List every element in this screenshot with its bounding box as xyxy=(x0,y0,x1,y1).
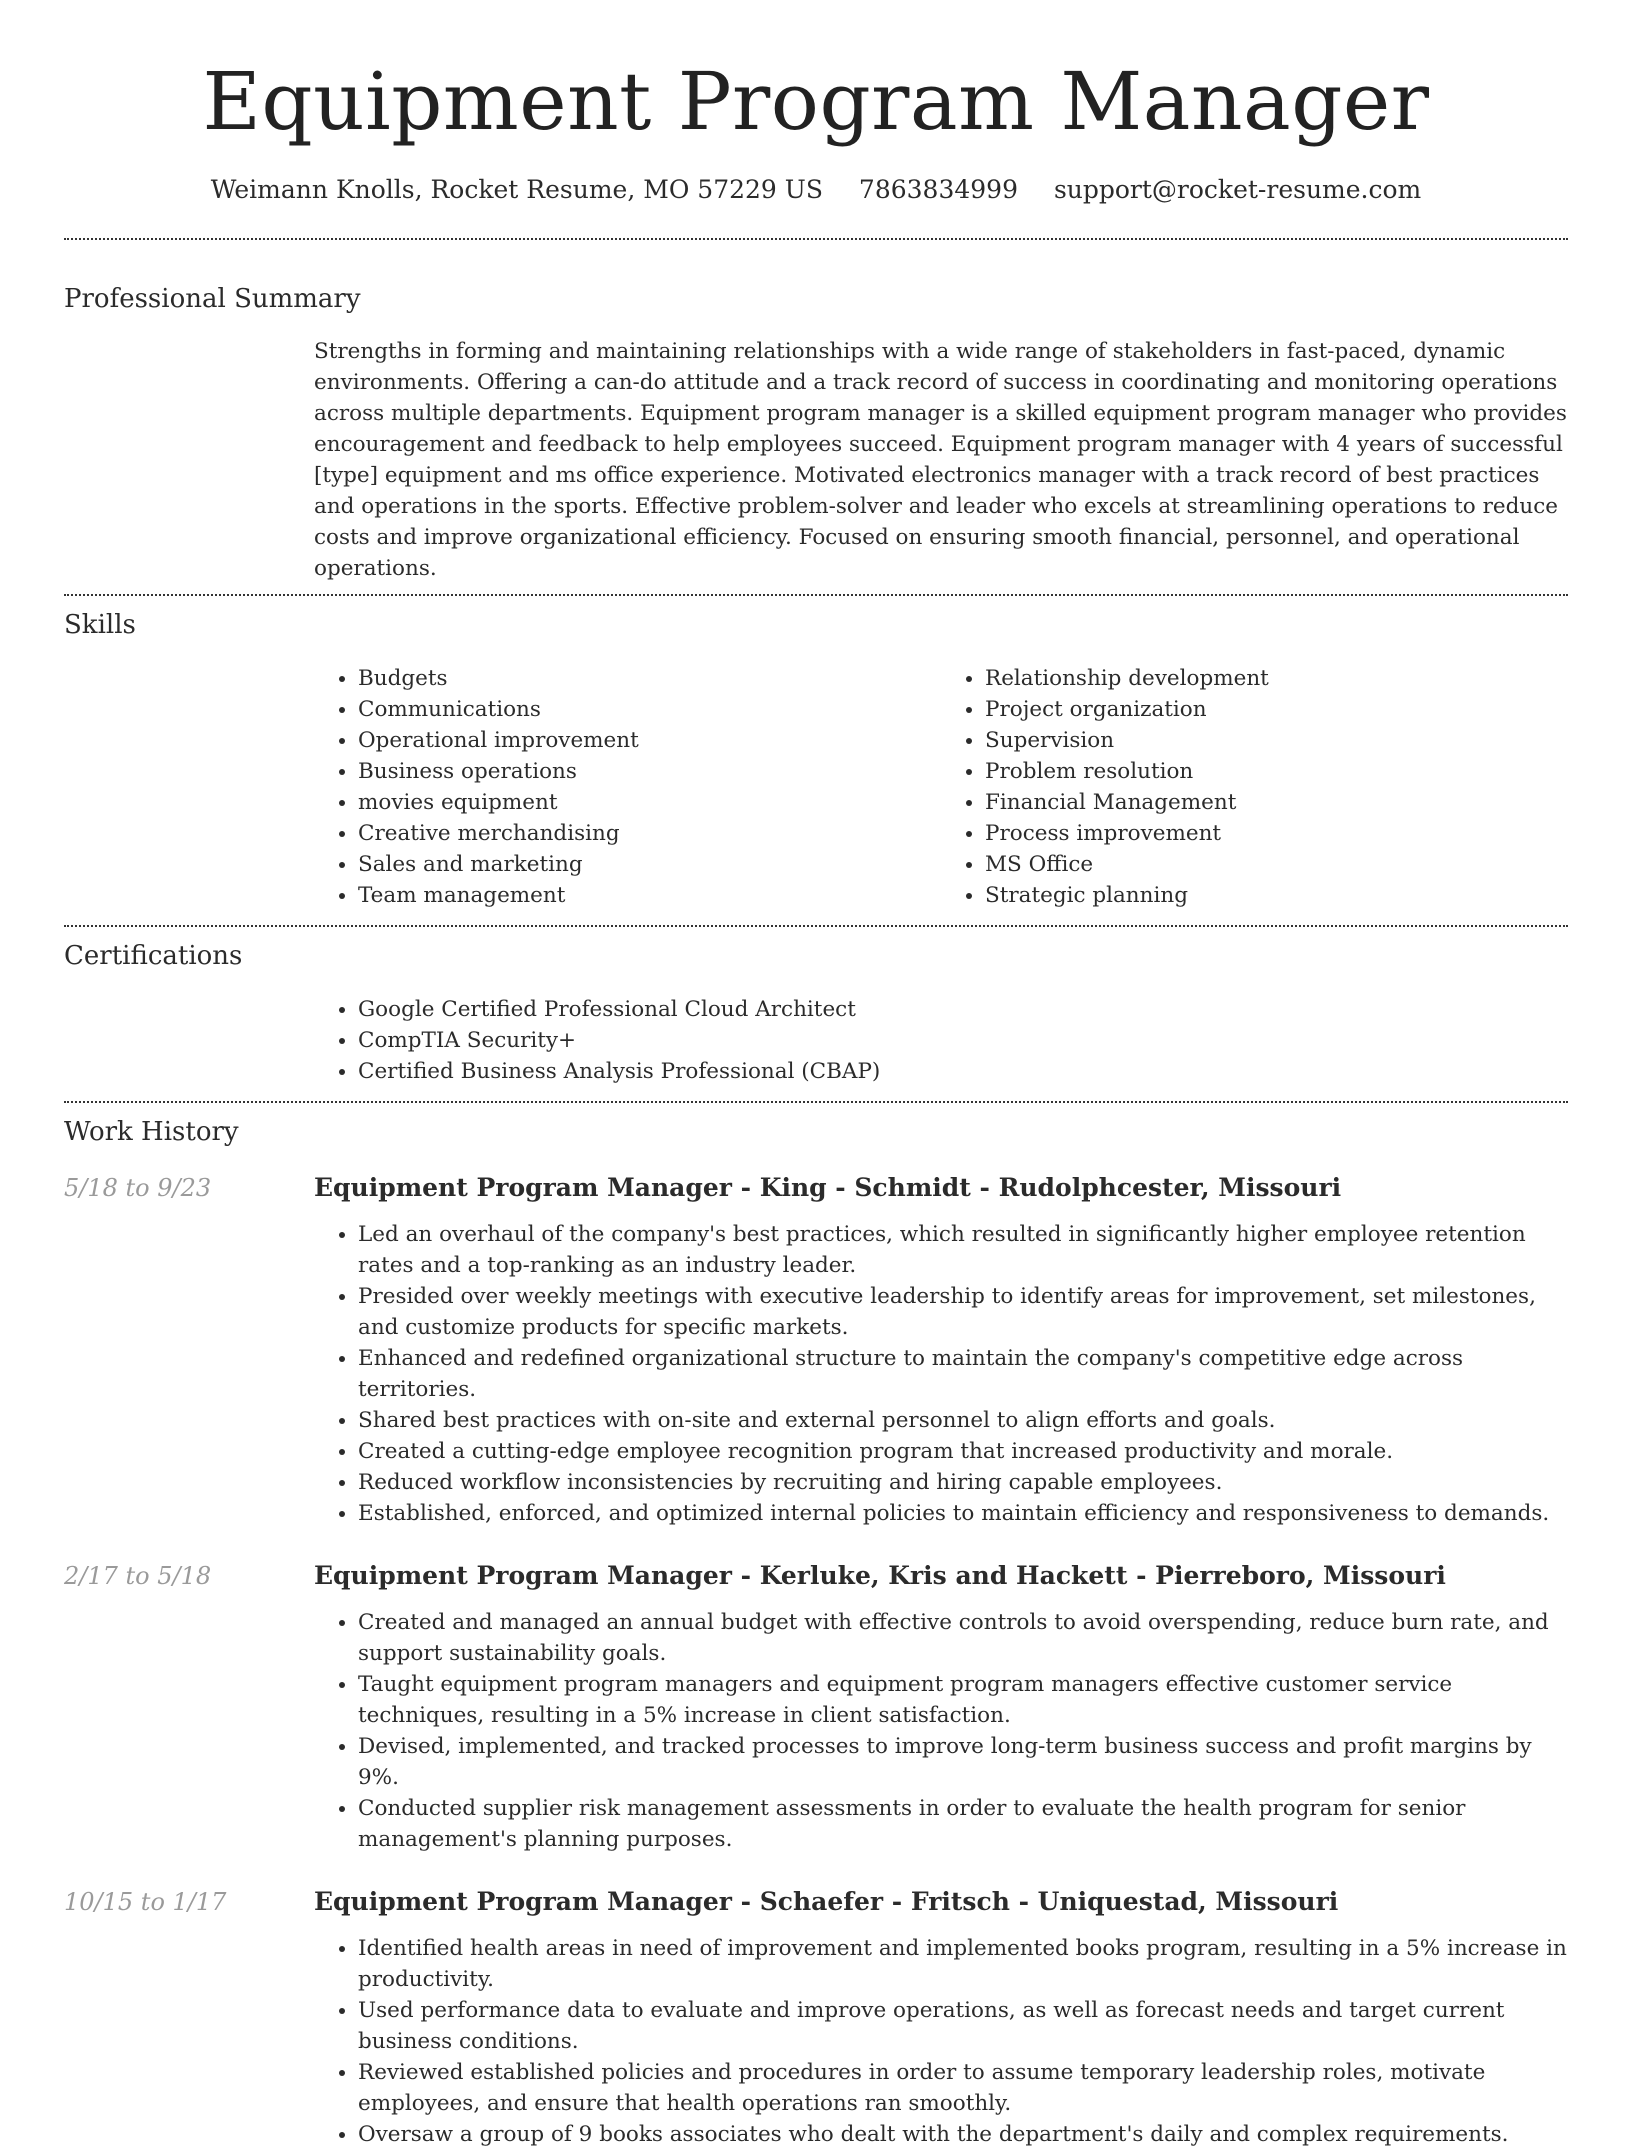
skills-section xyxy=(64,608,1568,911)
contact-address: Weimann Knolls, Rocket Resume, MO 57229 US xyxy=(210,175,823,204)
job-bullet: • Devised, implemented, and tracked processes to improve long-term business success and profit margins by 9%. xyxy=(358,1731,1568,1793)
skills-right-column xyxy=(941,663,1568,911)
job-bullet: • Created and managed an annual budget with effective controls to avoid overspending, reduce burn rate, and support sustainability goals. xyxy=(358,1607,1568,1669)
job-bullet: • Reviewed established policies and procedures in order to assume temporary leadership roles, motivate employees, and ensure that health operations ran smoothly. xyxy=(358,2057,1568,2119)
summary-section xyxy=(64,282,1568,584)
skill-item: • Relationship development xyxy=(985,663,1568,694)
divider xyxy=(64,1101,1568,1103)
job-entry xyxy=(64,1885,1568,2150)
certifications-title: Certifications xyxy=(64,941,243,971)
summary-title: Professional Summary xyxy=(64,284,361,314)
skill-item: • MS Office xyxy=(985,849,1568,880)
work-history-section xyxy=(64,1115,1568,2150)
skills-title: Skills xyxy=(64,610,136,640)
skill-item: • Project organization xyxy=(985,694,1568,725)
job-bullet: • Shared best practices with on-site and external personnel to align efforts and goals. xyxy=(358,1405,1568,1436)
certification-item: • CompTIA Security+ xyxy=(358,1025,1568,1056)
resume-name: Equipment Program Manager xyxy=(202,55,1430,148)
job-bullet: • Enhanced and redefined organizational structure to maintain the company's competitive edge across territories. xyxy=(358,1343,1568,1405)
job-bullet: • Presided over weekly meetings with executive leadership to identify areas for improvement, set milestones, and customize products for specific markets. xyxy=(358,1281,1568,1343)
skills-list xyxy=(314,663,1568,911)
job-date: 5/18 to 9/23 xyxy=(64,1174,212,1202)
job-title: Equipment Program Manager - Kerluke, Kris and Hackett - Pierreboro, Missouri xyxy=(314,1561,1446,1590)
skill-item: • Process improvement xyxy=(985,818,1568,849)
certification-item: • Google Certified Professional Cloud Architect xyxy=(358,994,1568,1025)
job-bullet: • Identified health areas in need of improvement and implemented books program, resulting in a 5% increase in productivity. xyxy=(358,1933,1568,1995)
contact-email: support@rocket-resume.com xyxy=(1053,175,1422,204)
contact-line xyxy=(64,172,1568,208)
job-bullet: • Used performance data to evaluate and improve operations, as well as forecast needs and target current business conditions. xyxy=(358,1995,1568,2057)
job-bullet: • Conducted supplier risk management assessments in order to evaluate the health program for senior management's planning purposes. xyxy=(358,1793,1568,1855)
job-title: Equipment Program Manager - Schaefer - Fritsch - Uniquestad, Missouri xyxy=(314,1887,1339,1916)
job-entry xyxy=(64,1559,1568,1855)
skill-item: • Supervision xyxy=(985,725,1568,756)
divider xyxy=(64,925,1568,927)
work-history-title: Work History xyxy=(64,1117,239,1147)
skill-item: • Financial Management xyxy=(985,787,1568,818)
job-bullet: • Oversaw a group of 9 books associates who dealt with the department's daily and complex requirements. xyxy=(358,2119,1568,2150)
certifications-section xyxy=(64,939,1568,1087)
job-bullets xyxy=(314,1607,1568,1855)
job-date: 10/15 to 1/17 xyxy=(64,1888,227,1916)
divider xyxy=(64,594,1568,596)
summary-text: Strengths in forming and maintaining relationships with a wide range of stakeholders in fast-paced, dynamic environments. Offering a can-do attitude and a track record of success in coordinating and monitoring operations across multiple departments. Equipment program manager is a skilled equipment program manager who provides encouragement and feedback to help employees succeed. Equipment program manager with 4 years of successful [type] equipment and ms office experience. Motivated electronics manager with a track record of best practices and operations in the sports. Effective problem-solver and leader who excels at streamlining operations to reduce costs and improve organizational efficiency. Focused on ensuring smooth financial, personnel, and operational operations. xyxy=(314,339,1567,581)
job-bullet: • Taught equipment program managers and equipment program managers effective customer service techniques, resulting in a 5% increase in client satisfaction. xyxy=(358,1669,1568,1731)
job-bullet: • Led an overhaul of the company's best practices, which resulted in significantly higher employee retention rates and a top-ranking as an industry leader. xyxy=(358,1219,1568,1281)
skill-item: • Business operations xyxy=(358,756,941,787)
skill-item: • Problem resolution xyxy=(985,756,1568,787)
job-bullet: • Reduced workflow inconsistencies by recruiting and hiring capable employees. xyxy=(358,1467,1568,1498)
contact-phone: 7863834999 xyxy=(858,175,1018,204)
job-date: 2/17 to 5/18 xyxy=(64,1562,212,1590)
job-entry xyxy=(64,1171,1568,1529)
job-bullets xyxy=(314,1933,1568,2150)
job-bullets xyxy=(314,1219,1568,1529)
skill-item: • Communications xyxy=(358,694,941,725)
skill-item: • Team management xyxy=(358,880,941,911)
skill-item: • movies equipment xyxy=(358,787,941,818)
skill-item: • Creative merchandising xyxy=(358,818,941,849)
skill-item: • Operational improvement xyxy=(358,725,941,756)
job-bullet: • Established, enforced, and optimized internal policies to maintain efficiency and responsiveness to demands. xyxy=(358,1498,1568,1529)
job-title: Equipment Program Manager - King - Schmidt - Rudolphcester, Missouri xyxy=(314,1173,1342,1202)
certification-item: • Certified Business Analysis Professional (CBAP) xyxy=(358,1056,1568,1087)
skill-item: • Sales and marketing xyxy=(358,849,941,880)
skill-item: • Budgets xyxy=(358,663,941,694)
certifications-list xyxy=(314,994,1568,1087)
skill-item: • Strategic planning xyxy=(985,880,1568,911)
divider xyxy=(64,238,1568,240)
skills-left-column xyxy=(314,663,941,911)
job-bullet: • Created a cutting-edge employee recognition program that increased productivity and morale. xyxy=(358,1436,1568,1467)
